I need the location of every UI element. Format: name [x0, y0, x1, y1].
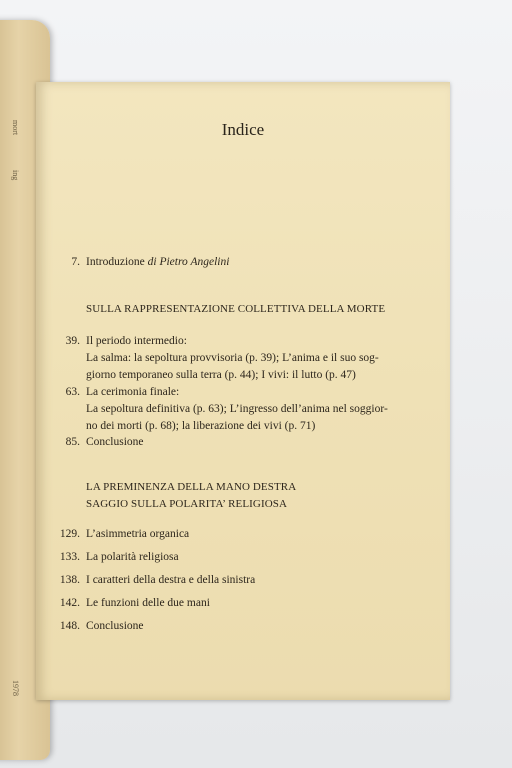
page-number: 148. [59, 620, 80, 632]
entry-text: Le funzioni delle due mani [86, 597, 210, 609]
page-number: 39. [65, 335, 80, 347]
entry-text: Il periodo intermedio: La salma: la sepoltura provvisoria (p. 39); L’anima e il suo sog- giorno temporaneo sulla terra (p. 44); I vivi: il lutto (p. 47) [86, 335, 379, 381]
entry-text: Conclusione [86, 620, 144, 632]
section-heading: LA PREMINENZA DELLA MANO DESTRA SAGGIO SULLA POLARITA’ RELIGIOSA [86, 481, 297, 510]
page-number: 129. [59, 528, 80, 540]
facing-page-text: ing [11, 170, 20, 181]
page-number: 142. [59, 597, 80, 609]
entry-text: Conclusione [86, 436, 144, 448]
page-number: 63. [65, 386, 80, 398]
entry-text: I caratteri della destra e della sinistra [86, 574, 256, 586]
facing-page-text: 1978 [11, 680, 20, 696]
page-number: 7. [71, 256, 80, 268]
page-number: 133. [59, 551, 80, 563]
entry-text: L’asimmetria organica [86, 528, 190, 540]
page-number: 138. [59, 574, 80, 586]
table-of-contents [36, 82, 450, 700]
section-heading: SULLA RAPPRESENTAZIONE COLLETTIVA DELLA MORTE [86, 303, 386, 315]
page-number: 85. [65, 436, 80, 448]
author-name: di Pietro Angelini [147, 256, 230, 268]
facing-page-text: mort [11, 120, 20, 136]
entry-text: Introduzione di Pietro Angelini [86, 256, 230, 268]
entry-text: La cerimonia finale: La sepoltura definitiva (p. 63); L’ingresso dell’anima nel soggior- no dei morti (p. 68); la liberazione dei vivi (p. 71) [86, 386, 388, 432]
index-page [36, 82, 450, 700]
page-title: Indice [221, 120, 265, 139]
entry-text: La polarità religiosa [86, 551, 179, 563]
